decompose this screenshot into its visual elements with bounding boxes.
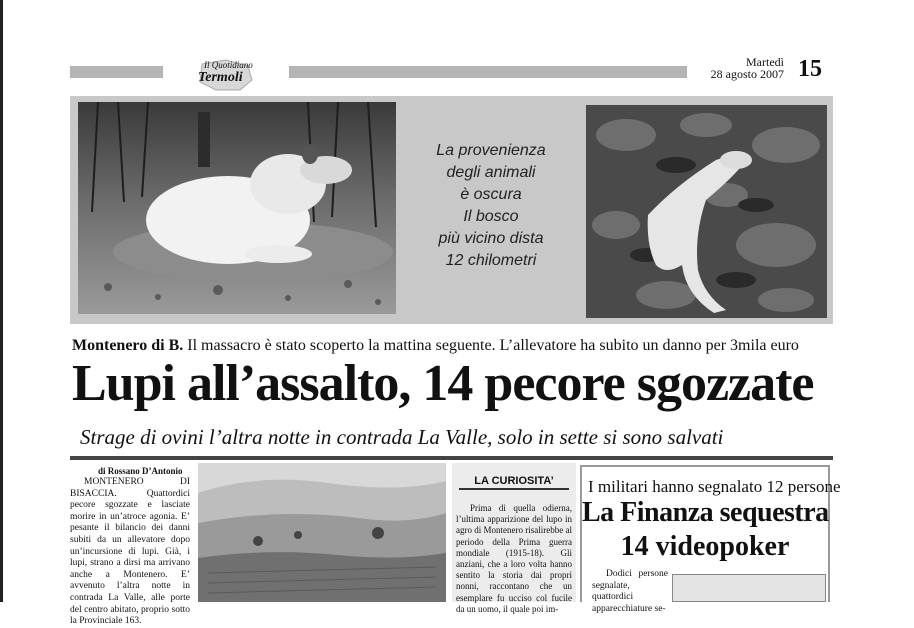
caption-line: 12 chilometri: [445, 252, 537, 269]
side-article-kicker: I militari hanno segnalato 12 persone: [588, 477, 841, 496]
photo-dead-lamb: [586, 105, 827, 318]
caption-line: La provenienza: [436, 142, 546, 159]
section-rule: [70, 456, 833, 460]
photo-caption: [420, 140, 562, 272]
curiosita-body: [456, 503, 572, 615]
logo-small-text: Il Quotidiano: [204, 60, 253, 70]
curiosita-paragraph: Prima di quella odierna, l’ultima apparizione del lupo in agro di Montenero risalirebbe al periodo della Prima guerra mondiale (1915-18). Gli anziani, che a loro volta hanno sentito la storia dai propri nonni, raccontano che un esemplare fu ucciso col fucile da un uomo, il quale poi im-: [456, 503, 572, 614]
photo-sheep-resting: [78, 102, 396, 314]
caption-line: Il bosco: [463, 208, 519, 225]
kicker-place: Montenero di B.: [72, 337, 184, 354]
masthead-bar-left: [70, 66, 163, 78]
photo-landscape: [198, 463, 446, 602]
caption-line: più vicino dista: [438, 230, 544, 247]
caption-line: degli animali: [446, 164, 536, 181]
side-article-body: [592, 569, 668, 615]
caption-line: è oscura: [460, 186, 522, 203]
side-article-headline-line2: 14 videopoker: [620, 531, 790, 562]
logo-title: Termoli: [198, 70, 243, 85]
curiosita-title: LA CURIOSITA’: [459, 475, 569, 490]
side-article-headline-line1: La Finanza sequestra: [582, 497, 829, 528]
article-paragraph: MONTENERO DI BISACCIA. Quattordici pecore sgozzate e lasciate morire in un’atroce agonia. E’ pesante il bilancio dei danni subiti da un allevatore dopo un’incursione di lupi. Già, i lupi, strano a dirsi ma arrivano anche a Montenero. E’ avvenuto l’altra notte in contrada La Valle, alle porte del centro abitato, proprio sotto la Provinciale 163.: [70, 477, 190, 627]
issue-date: [690, 56, 784, 80]
page-number: 15: [798, 56, 822, 82]
kicker-text: Il massacro è stato scoperto la mattina seguente. L’allevatore ha subito un danno per 3mila euro: [183, 337, 799, 354]
page-left-edge: [0, 0, 3, 602]
byline: di Rossano D’Antonio: [98, 466, 183, 476]
article-body: [70, 477, 190, 628]
issue-day: Martedì: [746, 55, 784, 69]
masthead-bar-right: [289, 66, 687, 78]
article-headline: Lupi all’assalto, 14 pecore sgozzate: [72, 355, 814, 412]
article-subheadline: Strage di ovini l’altra notte in contrada La Valle, solo in sette si sono salvati: [80, 425, 724, 449]
side-article-photo: [672, 574, 826, 602]
issue-date-text: 28 agosto 2007: [710, 67, 784, 81]
side-article-paragraph: Dodici persone segnalate, quattordici apparecchiature se-: [592, 569, 668, 614]
